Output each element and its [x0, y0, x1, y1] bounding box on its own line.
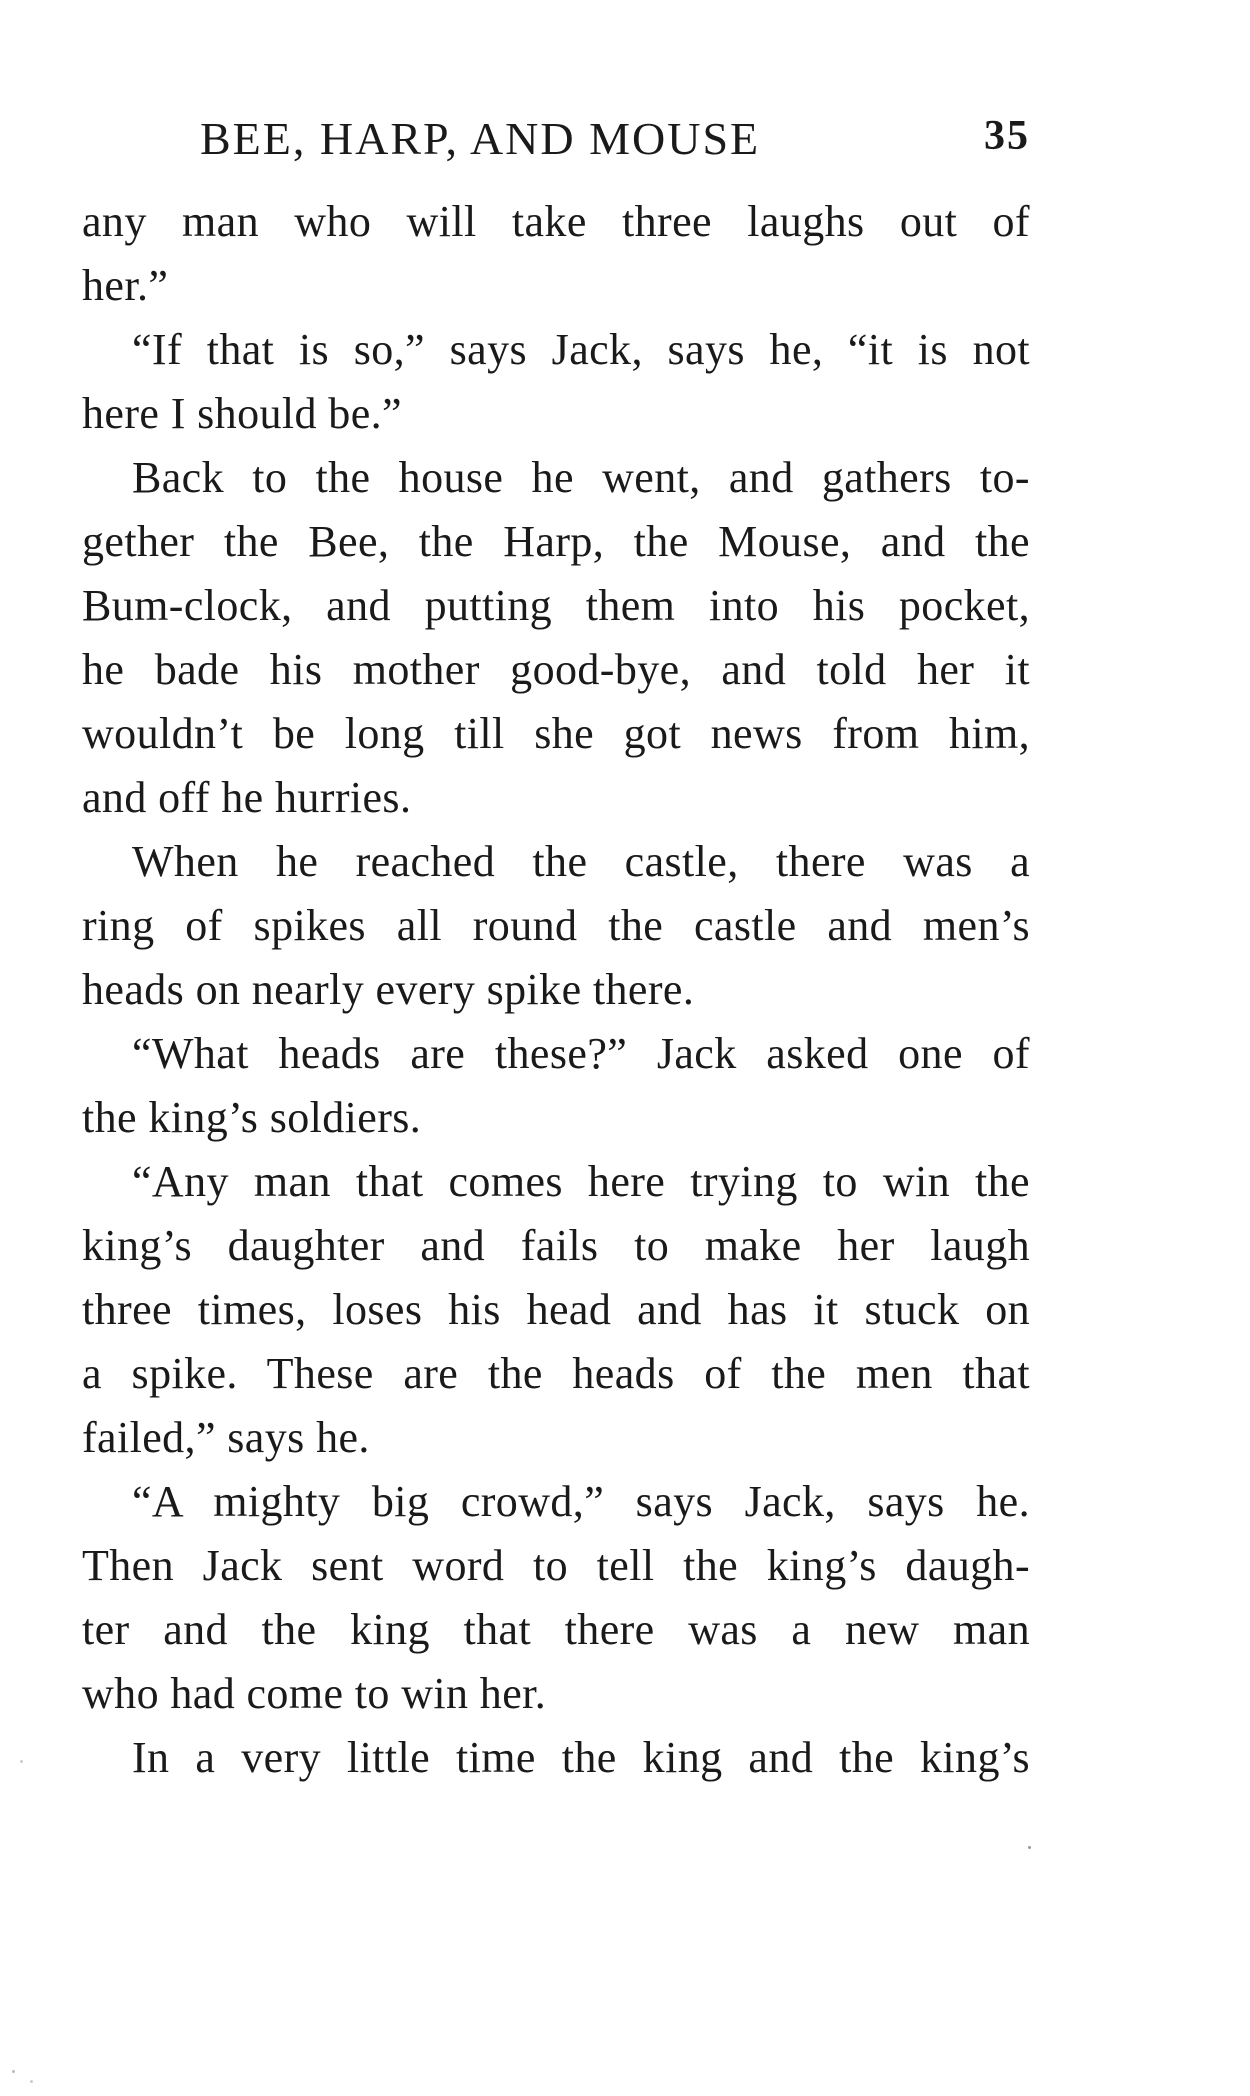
body-text [82, 190, 1030, 1790]
text-line: he bade his mother good-bye, and told her it [82, 645, 1030, 694]
text-line: her.” [82, 261, 169, 310]
text-line: and off he hurries. [82, 773, 412, 822]
text-line: Bum-clock, and putting them into his pocket, [82, 581, 1030, 630]
paper-speck [20, 1760, 23, 1763]
text-line: who had come to win her. [82, 1669, 547, 1718]
text-line: heads on nearly every spike there. [82, 965, 695, 1014]
text-line: here I should be.” [82, 389, 402, 438]
running-head [200, 112, 1030, 172]
text-line: any man who will take three laughs out of [82, 197, 1030, 246]
page-number: 35 [984, 113, 1030, 159]
text-line: failed,” says he. [82, 1413, 370, 1462]
running-title: BEE, HARP, AND MOUSE [200, 113, 761, 164]
text-line: gether the Bee, the Harp, the Mouse, and the [82, 517, 1030, 566]
paper-speck [30, 2080, 33, 2083]
text-line: When he reached the castle, there was a [132, 837, 1030, 886]
text-line: “What heads are these?” Jack asked one of [132, 1029, 1030, 1078]
text-line: Back to the house he went, and gathers to- [132, 453, 1030, 502]
text-line: ter and the king that there was a new man [82, 1605, 1030, 1654]
text-line: king’s daughter and fails to make her laugh [82, 1221, 1030, 1270]
text-line: wouldn’t be long till she got news from him, [82, 709, 1030, 758]
text-line: “Any man that comes here trying to win the [132, 1157, 1030, 1206]
paper-speck [1028, 1846, 1031, 1849]
text-line: three times, loses his head and has it stuck on [82, 1285, 1030, 1334]
text-line: Then Jack sent word to tell the king’s daugh- [82, 1541, 1030, 1590]
text-line: ring of spikes all round the castle and men’s [82, 901, 1030, 950]
text-line: “If that is so,” says Jack, says he, “it is not [132, 325, 1030, 374]
text-line: a spike. These are the heads of the men that [82, 1349, 1030, 1398]
paper-speck [12, 2070, 15, 2073]
text-line: “A mighty big crowd,” says Jack, says he. [132, 1477, 1030, 1526]
text-line: the king’s soldiers. [82, 1093, 422, 1142]
text-line: In a very little time the king and the king’s [132, 1733, 1030, 1782]
